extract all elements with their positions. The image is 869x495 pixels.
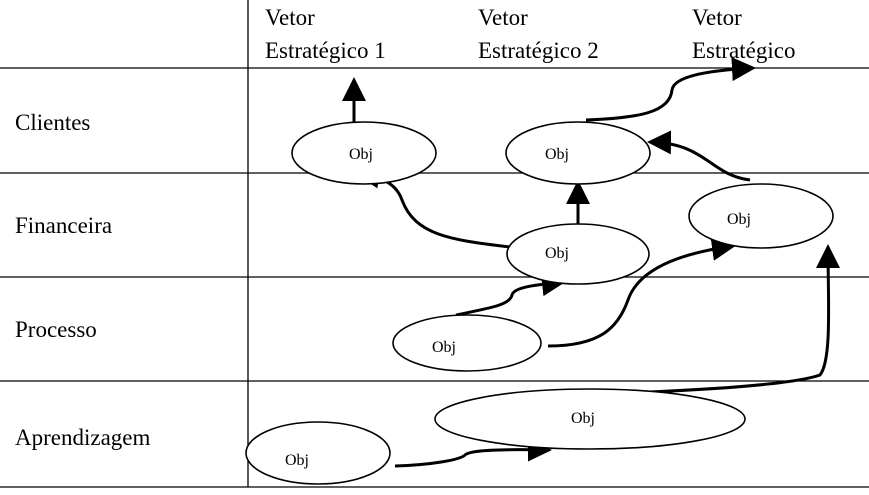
column-header-3-line2: Estratégico [692,38,796,63]
column-header-2 [478,5,599,63]
objective-label: Obj [571,410,595,427]
objective-processo [393,315,541,371]
column-header-3 [692,5,795,63]
arrow-fin-to-obj1 [358,174,510,247]
objective-label: Obj [545,245,569,262]
column-header-1-line1: Vetor [265,5,315,30]
arrow-obj2-to-vetor3 [586,68,753,120]
objective-aprendizagem-wide [435,389,745,449]
objective-clientes-1 [292,122,436,184]
objective-label: Obj [727,211,751,228]
column-header-3-line1: Vetor [692,5,742,30]
row-label-financeira: Financeira [15,213,113,238]
row-label-aprendizagem: Aprendizagem [15,425,151,450]
objective-financeira-center [507,224,649,284]
column-header-1-line2: Estratégico 1 [265,38,386,63]
arrow-learn-to-fin-right [650,247,829,392]
arrow-right-to-obj2 [650,142,750,180]
column-header-2-line2: Estratégico 2 [478,38,599,63]
objective-label: Obj [349,146,373,163]
row-label-processo: Processo [15,317,97,342]
objective-financeira-right [689,184,833,248]
objective-clientes-2 [506,122,650,184]
column-header-1 [265,5,386,63]
arrow-proc-to-fin [456,282,563,315]
objective-label: Obj [285,452,309,469]
objective-aprendizagem-left [246,422,390,484]
objective-label: Obj [545,146,569,163]
column-header-2-line1: Vetor [478,5,528,30]
objective-label: Obj [432,339,456,356]
arrow-learn-left-to-learn [395,450,549,466]
row-label-clientes: Clientes [15,110,91,135]
